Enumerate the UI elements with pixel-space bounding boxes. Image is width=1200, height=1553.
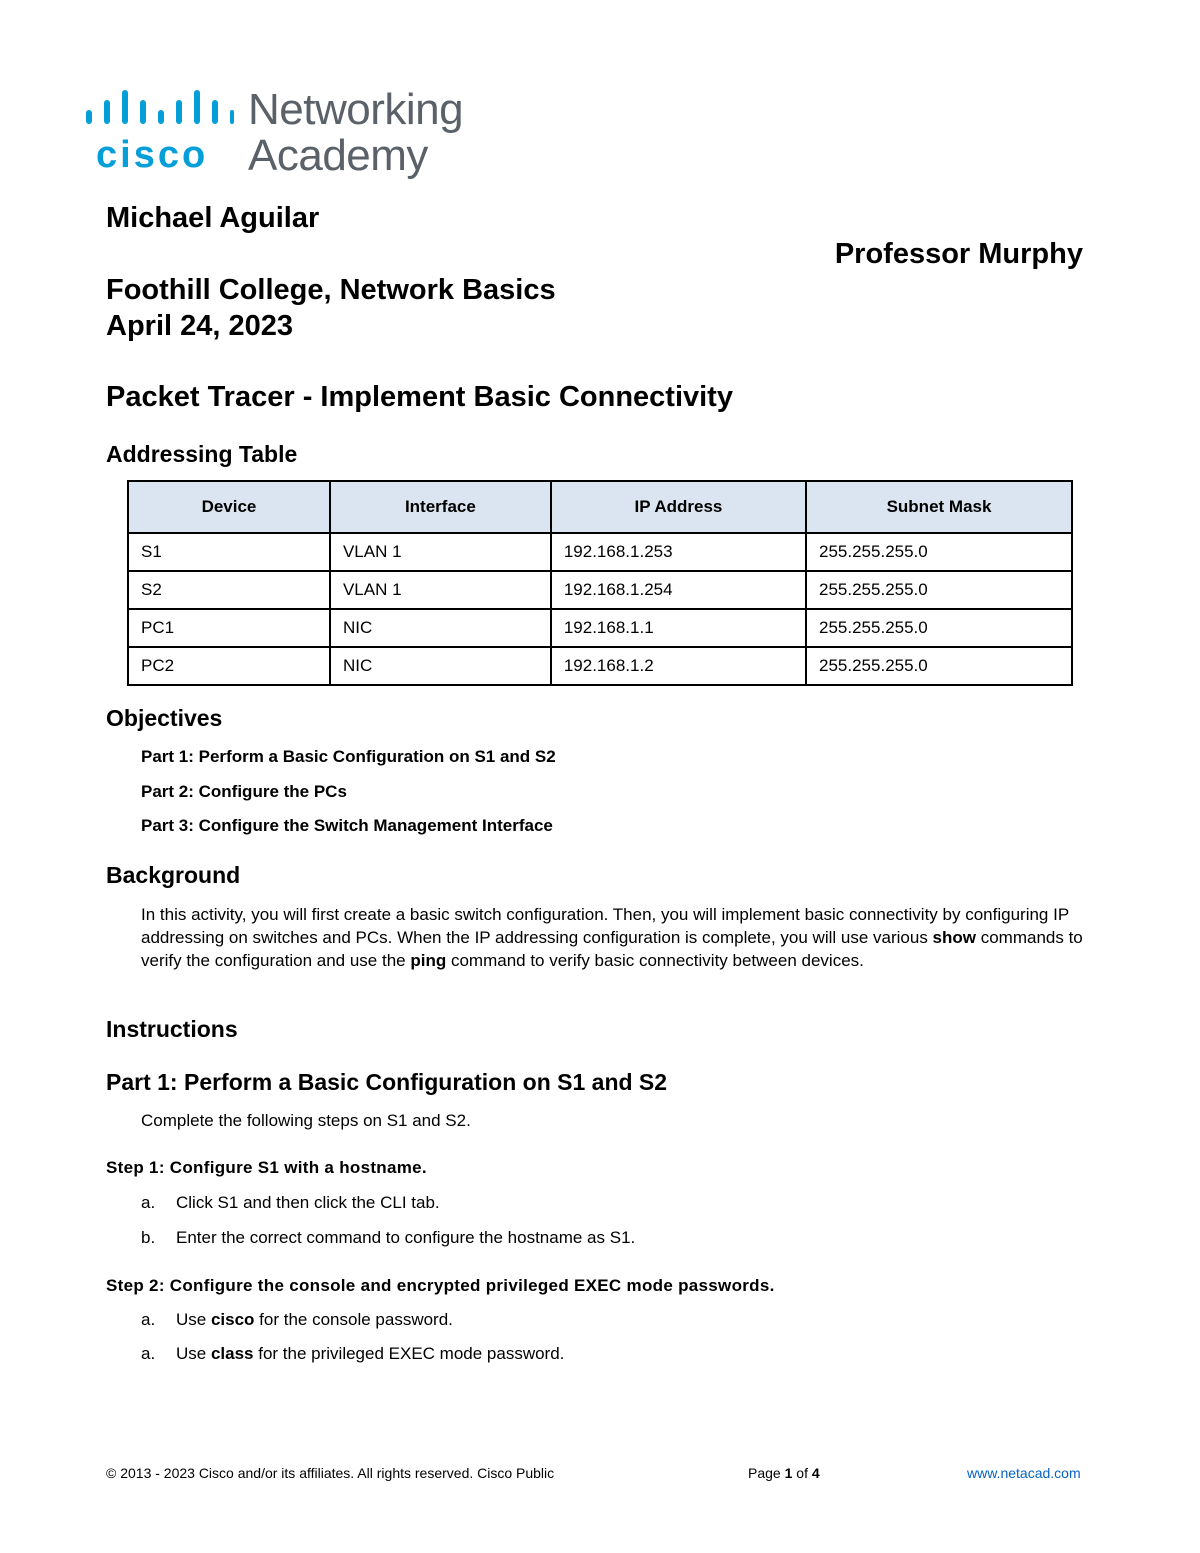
table-cell: PC2 — [128, 647, 330, 685]
column-header: Interface — [330, 481, 551, 533]
list-text: for the console password. — [254, 1310, 453, 1329]
list-text: Use — [176, 1344, 211, 1363]
student-name: Michael Aguilar — [106, 202, 320, 234]
table-cell: NIC — [330, 647, 551, 685]
part1-intro: Complete the following steps on S1 and S2. — [141, 1111, 471, 1130]
course-name: Foothill College, Network Basics — [106, 274, 556, 306]
total-pages: 4 — [811, 1465, 820, 1481]
footer-link[interactable]: www.netacad.com — [967, 1465, 1081, 1481]
column-header: Subnet Mask — [806, 481, 1072, 533]
list-label: a. — [141, 1193, 156, 1212]
command-show: show — [932, 928, 976, 947]
list-text: Use — [176, 1310, 211, 1329]
table-cell: 255.255.255.0 — [806, 533, 1072, 571]
table-cell: 192.168.1.2 — [551, 647, 806, 685]
command-ping: ping — [410, 951, 447, 970]
list-item — [141, 1193, 440, 1213]
table-cell: PC1 — [128, 609, 330, 647]
background-heading: Background — [106, 862, 241, 888]
footer-page-number — [748, 1465, 820, 1481]
table-row — [128, 647, 1072, 685]
list-item — [141, 1228, 635, 1248]
list-label: a. — [141, 1344, 156, 1363]
list-text: Click S1 and then click the CLI tab. — [176, 1193, 440, 1212]
list-text: for the privileged EXEC mode password. — [253, 1344, 565, 1363]
logo-line-2: Academy — [248, 131, 428, 180]
table-cell: VLAN 1 — [330, 571, 551, 609]
list-label: b. — [141, 1228, 156, 1247]
step1-title: Step 1: Configure S1 with a hostname. — [106, 1158, 427, 1177]
background-text: command to verify basic connectivity between devices. — [446, 951, 864, 970]
table-cell: 192.168.1.1 — [551, 609, 806, 647]
list-label: a. — [141, 1310, 156, 1329]
cisco-networking-academy-logo — [84, 85, 484, 180]
table-cell: S2 — [128, 571, 330, 609]
logo-line-1: Networking — [248, 85, 464, 134]
objective-item: Part 1: Perform a Basic Configuration on S1 and S2 — [141, 747, 556, 766]
document-date: April 24, 2023 — [106, 310, 293, 342]
page-title: Packet Tracer - Implement Basic Connectivity — [106, 381, 733, 413]
addressing-table-heading: Addressing Table — [106, 441, 298, 467]
table-cell: S1 — [128, 533, 330, 571]
table-cell: VLAN 1 — [330, 533, 551, 571]
table-cell: 192.168.1.253 — [551, 533, 806, 571]
page-mid: of — [792, 1465, 812, 1481]
part1-heading: Part 1: Perform a Basic Configuration on S1 and S2 — [106, 1069, 668, 1095]
footer-copyright: © 2013 - 2023 Cisco and/or its affiliates. All rights reserved. Cisco Public — [106, 1465, 555, 1481]
table-cell: 192.168.1.254 — [551, 571, 806, 609]
background-text: In this activity, you will first create a basic switch configuration. Then, you will implement basic connectivity by configuring IP addressing on switches and PCs. When the IP addressing configuration is complete, you will use various — [141, 905, 1069, 947]
page-prefix: Page — [748, 1465, 785, 1481]
table-row — [128, 609, 1072, 647]
objectives-heading: Objectives — [106, 705, 223, 731]
list-text: Enter the correct command to configure the hostname as S1. — [176, 1228, 636, 1247]
current-page: 1 — [784, 1465, 793, 1481]
cisco-bars-icon — [84, 88, 234, 132]
list-item — [141, 1344, 564, 1364]
table-cell: 255.255.255.0 — [806, 647, 1072, 685]
background-paragraph — [141, 903, 1101, 972]
professor-name: Professor Murphy — [834, 238, 1083, 270]
table-row — [128, 571, 1072, 609]
logo-brand: cisco — [96, 134, 209, 176]
list-item — [141, 1310, 453, 1330]
addressing-table — [127, 480, 1073, 686]
objective-item: Part 3: Configure the Switch Management Interface — [141, 816, 553, 835]
table-cell: NIC — [330, 609, 551, 647]
table-cell: 255.255.255.0 — [806, 571, 1072, 609]
column-header: Device — [128, 481, 330, 533]
password-value: class — [210, 1344, 254, 1363]
step2-title: Step 2: Configure the console and encrypted privileged EXEC mode passwords. — [106, 1276, 775, 1295]
objective-item: Part 2: Configure the PCs — [141, 782, 347, 801]
background-text: commands to verify the configuration and use the — [141, 928, 1083, 970]
instructions-heading: Instructions — [106, 1016, 238, 1042]
table-header-row — [128, 481, 1072, 533]
table-cell: 255.255.255.0 — [806, 609, 1072, 647]
column-header: IP Address — [551, 481, 806, 533]
table-row — [128, 533, 1072, 571]
password-value: cisco — [210, 1310, 255, 1329]
